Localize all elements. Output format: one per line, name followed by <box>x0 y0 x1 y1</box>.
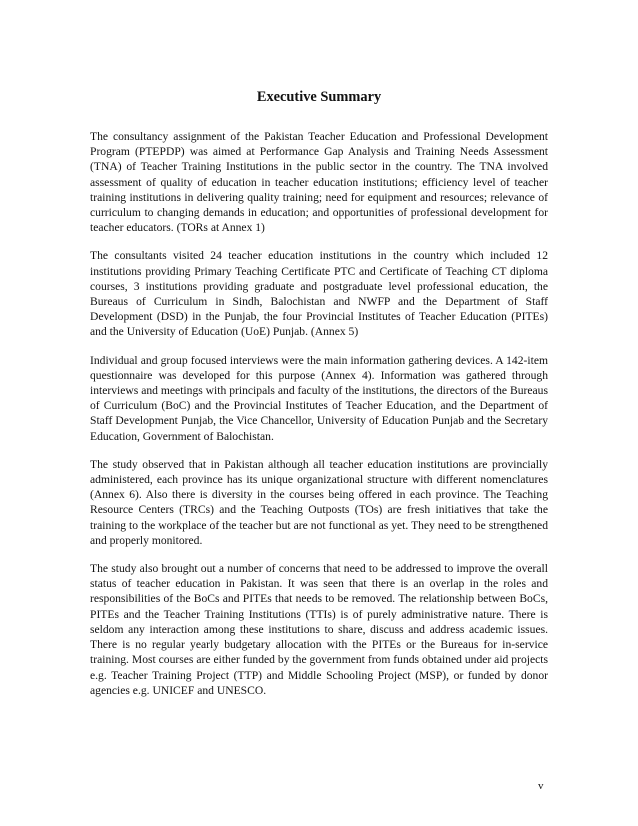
page-title: Executive Summary <box>256 89 382 105</box>
paragraph-interviews: Individual and group focused interviews were the main information gathering devices. A 142-item questionnaire was developed for this purpose (Annex 4). Information was gathered through interviews and meetings with principals and faculty of the institutions, the directors of the Bureaus of Curriculum (BoC) and the Provincial Institutes of Teacher Education, and the Department of Staff Development Punjab, the Vice Chancellor, University of Education Punjab and the Secretary Education, Government of Balochistan. <box>90 353 548 443</box>
paragraph-concerns: The study also brought out a number of concerns that need to be addressed to improve the overall status of teacher education in Pakistan. It was seen that there is an overlap in the roles and responsibilities of the BoCs and PITEs that needs to be removed. The relationship between BoCs, PITEs and the Teacher Training Institutions (TTIs) is of purely administrative nature. There is seldom any interaction among these institutions to share, discuss and address academic issues. There is no regular yearly budgetary allocation with the PITEs or the Bureaus for in-service training. Most courses are either funded by the government from funds obtained under aid projects e.g. Teacher Training Project (TTP) and Middle Schooling Project (MSP), or funded by donor agencies e.g. UNICEF and UNESCO. <box>90 562 548 697</box>
paragraph-institutions-visited: The consultants visited 24 teacher education institutions in the country which included 12 institutions providing Primary Teaching Certificate PTC and Certificate of Teaching CT diploma courses, 3 institutions providing graduate and postgraduate level professional education, the Bureaus of Curriculum in Sindh, Balochistan and NWFP and the Department of Staff Development (DSD) in the Punjab, the four Provincial Institutes of Teacher Education (PITEs) and the University of Education (UoE) Punjab. (Annex 5) <box>90 249 548 339</box>
page-number: v <box>538 780 544 792</box>
paragraph-consultancy-assignment: The consultancy assignment of the Pakistan Teacher Education and Professional Development Program (PTEPDP) was aimed at Performance Gap Analysis and Training Needs Assessment (TNA) of Teacher Training Institutions in the public sector in the country. The TNA involved assessment of quality of education in teacher education institutions; efficiency level of teacher training institutions in delivering quality training; need for equipment and resources; relevance of curriculum to changing demands in education; and opportunities of professional development for teacher educators. (TORs at Annex 1) <box>90 130 548 235</box>
paragraph-study-observations: The study observed that in Pakistan although all teacher education institutions are provincially administered, each province has its unique organizational structure with different nomenclatures (Annex 6). Also there is diversity in the courses being offered in each province. The Teaching Resource Centers (TRCs) and the Teaching Outposts (TOs) are fresh initiatives that take the training to the workplace of the teacher but are not functional as yet. They need to be strengthened and properly monitored. <box>90 457 548 547</box>
document-page <box>90 88 548 711</box>
